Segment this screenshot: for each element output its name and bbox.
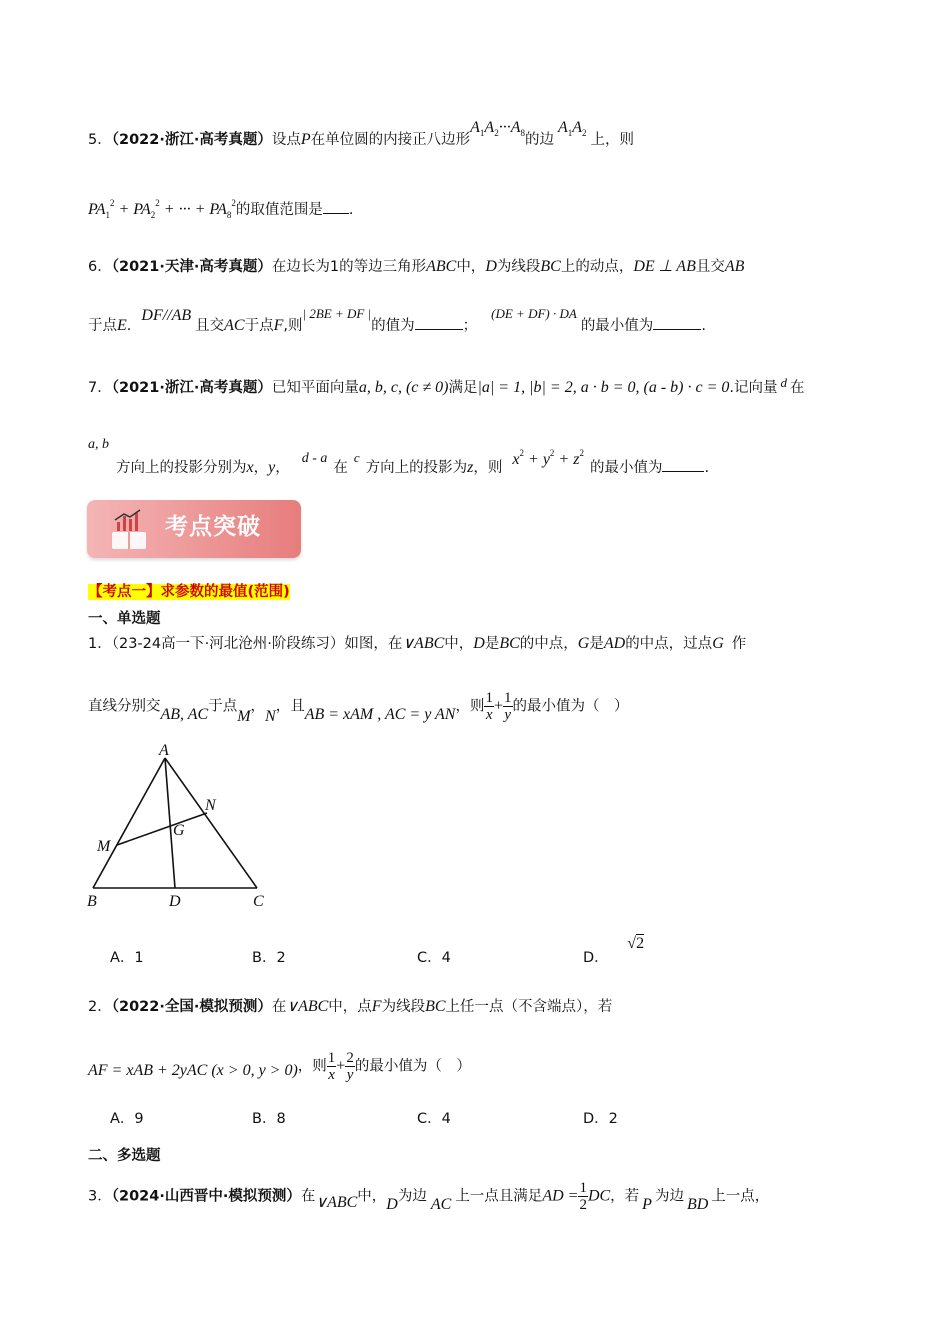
q6-text: ； — [462, 318, 478, 334]
q7-text: 在 — [789, 380, 805, 396]
q6-segment-ab: AB — [724, 258, 745, 275]
q5-text: 上，则 — [590, 132, 635, 148]
label-b: B — [87, 893, 97, 910]
p1-text: 中， — [444, 636, 474, 652]
p1-ad: AD — [603, 635, 626, 652]
q6-text: 的最小值为 — [580, 318, 654, 334]
p1-fraction-2: $\frac{1}{y}$ — [504, 690, 512, 723]
p2-text: 的最小值为（ ） — [354, 1058, 471, 1075]
q5-edge: $A_1A_2$ — [557, 119, 587, 138]
q6-text: 且交 — [195, 318, 225, 334]
q6-text: 在边长为1的等边三角形 — [271, 259, 427, 275]
p3-text: 上一点且满足 — [455, 1188, 543, 1205]
q7-z: z — [467, 459, 474, 476]
p2-f: F — [371, 998, 382, 1015]
banner-title: 考点突破 — [165, 514, 261, 540]
p1-g: G — [712, 635, 724, 652]
q5-number: 5． — [88, 132, 112, 148]
q5-end: . — [348, 202, 354, 218]
p2-triangle: ∨ABC — [286, 998, 329, 1015]
q7-sum-sq: $x^2 + y^2 + z^2$ — [512, 448, 584, 468]
q6-abs-expr: | 2BE + DF | — [302, 306, 372, 321]
p1-text: ， — [250, 698, 266, 715]
p2-line1 — [88, 995, 612, 1016]
q5-text: 的边 — [524, 132, 554, 148]
q6-end: . — [701, 318, 706, 334]
heading-single-choice: 一、单选题 — [88, 611, 161, 627]
q6-perp: DE ⊥ AB — [633, 258, 696, 275]
q6-segment-ac: AC — [224, 317, 245, 334]
p3-text: 在 — [300, 1188, 316, 1205]
p2-number: 2． — [88, 999, 112, 1015]
p3-number: 3． — [88, 1188, 112, 1205]
q6-line1 — [88, 255, 744, 276]
p1-text: ，则 — [455, 698, 485, 715]
p1-plus: + — [493, 697, 503, 715]
q5-text: 的取值范围是 — [235, 202, 323, 218]
book-icon — [109, 508, 149, 552]
q7-d-minus-a: d - a — [301, 451, 328, 466]
p1-line1 — [88, 632, 746, 653]
p3-text: 为边 — [397, 1188, 427, 1205]
p3-line1 — [88, 1180, 769, 1213]
p1-text: 的中点，过点 — [625, 636, 713, 652]
p2-fraction-1: $\frac{1}{x}$ — [327, 1050, 336, 1083]
p1-option-a[interactable]: A．1 — [110, 950, 144, 966]
section1-label: 【考点一】求参数的最值(范围) — [88, 584, 290, 600]
p1-bc: BC — [499, 635, 520, 652]
q5-text: 在单位圆的内接正八边形 — [310, 132, 471, 148]
p1-text: 是 — [484, 636, 500, 652]
p1-d: D — [473, 635, 485, 652]
q7-text: 在 — [333, 460, 348, 476]
q6-text: 中， — [456, 259, 486, 275]
p1-text: 的最小值为（ ） — [512, 698, 629, 715]
p1-number: 1． — [88, 636, 112, 652]
q5-point-p: P — [300, 131, 311, 148]
q6-point-f: F — [273, 317, 284, 334]
q6-blank-2 — [653, 317, 701, 330]
q7-text: 已知平面向量 — [271, 380, 359, 396]
q6-parallel: DF//AB — [141, 307, 192, 324]
p3-text: 中， — [357, 1188, 387, 1205]
q7-text: ，则 — [473, 460, 503, 476]
q6-text: 且交 — [695, 259, 725, 275]
q7-conditions: |a| = 1, |b| = 2, a · b = 0, (a - b) · c = 0 — [477, 379, 730, 396]
q7-y: y — [268, 459, 276, 476]
q7-text: 满足 — [448, 380, 478, 396]
p1-source: （23-24高一下·河北沧州·阶段练习） — [111, 636, 345, 652]
q6-text: 为线段 — [496, 259, 541, 275]
p2-option-d[interactable]: D．2 — [583, 1111, 618, 1127]
p2-text: ，则 — [297, 1058, 327, 1075]
label-m: M — [97, 838, 111, 855]
p1-option-c[interactable]: C．4 — [417, 950, 451, 966]
q7-text: 的最小值为 — [589, 460, 663, 476]
p1-text: ，且 — [275, 698, 305, 715]
q7-text: 方向上的投影为 — [365, 460, 468, 476]
q5-source: （2022·浙江·高考真题） — [111, 132, 272, 148]
q6-point-d: D — [485, 258, 497, 275]
q7-source: （2021·浙江·高考真题） — [111, 380, 272, 396]
p2-option-a[interactable]: A．9 — [110, 1111, 144, 1127]
label-n: N — [205, 797, 216, 814]
p2-text: 中，点 — [328, 999, 372, 1015]
p2-option-c[interactable]: C．4 — [417, 1111, 451, 1127]
p1-fraction-1: $\frac{1}{x}$ — [485, 690, 493, 723]
p1-m: M — [237, 707, 251, 725]
q6-text: 的值为 — [371, 318, 415, 334]
p1-triangle: ∨ABC — [402, 635, 445, 652]
q6-text: 上的动点， — [560, 259, 634, 275]
p3-rhs: DC — [587, 1187, 611, 1205]
section-banner — [87, 500, 301, 558]
p2-text: 为线段 — [381, 999, 426, 1015]
heading-multi-choice: 二、多选题 — [88, 1148, 161, 1164]
q7-vector-d: d — [780, 375, 787, 390]
label-a: A — [159, 742, 169, 759]
sqrt-icon: √2 — [627, 935, 645, 952]
q7-vectors: a, b, c, (c ≠ 0) — [358, 379, 449, 396]
line-mn — [117, 813, 207, 845]
p3-p: P — [642, 1195, 652, 1213]
q6-text: . — [126, 318, 132, 334]
label-c: C — [253, 893, 264, 910]
p1-option-d[interactable] — [583, 935, 645, 967]
p3-text: ，若 — [610, 1188, 640, 1205]
p2-fraction-2: $\frac{2}{y}$ — [346, 1050, 354, 1083]
p3-d: D — [386, 1195, 398, 1213]
q6-text: ,则 — [283, 318, 303, 334]
q5-expression: $PA_1^2 + PA_2^2$ + ··· + $PA_8^2$ — [88, 198, 236, 220]
q5-answer-blank — [323, 201, 349, 214]
q7-blank — [662, 459, 704, 472]
p1-ab-ac: AB, AC — [160, 705, 209, 723]
p1-n: N — [265, 707, 276, 725]
p2-option-b[interactable]: B．8 — [252, 1111, 286, 1127]
label-g: G — [173, 822, 185, 839]
q5-line1 — [88, 119, 635, 150]
p3-lhs: AD = — [542, 1187, 579, 1205]
q7-text: ， — [253, 460, 269, 476]
q5-line2 — [88, 198, 353, 220]
p3-source: （2024·山西晋中·模拟预测） — [111, 1188, 301, 1205]
p3-text: 上一点， — [711, 1188, 770, 1205]
p2-text: 上任一点（不含端点），若 — [445, 999, 613, 1015]
q6-point-e: E — [117, 317, 127, 334]
q7-vector-c: c — [353, 450, 360, 465]
q7-line3 — [88, 448, 710, 477]
q6-triangle: ABC — [426, 258, 457, 275]
p3-triangle: ∨ABC — [315, 1193, 358, 1211]
q7-line1 — [88, 376, 804, 397]
q6-segment-bc: BC — [540, 258, 561, 275]
p1-text: 如图，在 — [344, 636, 403, 652]
p1-option-d-label: D． — [583, 950, 609, 966]
p3-text: 为边 — [654, 1188, 684, 1205]
p3-bd: BD — [686, 1195, 709, 1213]
p1-option-b[interactable]: B．2 — [252, 950, 286, 966]
label-d: D — [169, 893, 181, 910]
p2-equation: AF = xAB + 2yAC (x > 0, y > 0) — [88, 1061, 298, 1079]
q6-text: 于点 — [88, 318, 117, 334]
q7-x: x — [246, 459, 254, 476]
triangle-figure — [85, 738, 285, 913]
q6-dot-expr: (DE + DF) · DA — [491, 306, 577, 321]
p1-g: G — [577, 635, 590, 652]
p2-line2 — [88, 1050, 471, 1083]
q5-text: 设点 — [271, 132, 301, 148]
q6-number: 6． — [88, 259, 112, 275]
p2-source: （2022·全国·模拟预测） — [111, 999, 272, 1015]
p3-fraction: $\frac{1}{2}$ — [579, 1180, 587, 1213]
p1-text: 的中点， — [519, 636, 578, 652]
edge-ab — [93, 758, 165, 888]
q5-polygon: $A_1A_2\cdot\cdot\cdot A_8$ — [470, 119, 525, 138]
q7-end: . — [704, 460, 710, 476]
q6-blank-1 — [415, 317, 463, 330]
q6-text: 于点 — [244, 318, 274, 334]
q6-line2 — [88, 306, 706, 335]
p1-text: 于点 — [208, 698, 238, 715]
p2-text: 在 — [271, 999, 287, 1015]
p1-text: 直线分别交 — [88, 698, 161, 715]
q7-ab: a, b — [88, 437, 109, 452]
q7-number: 7． — [88, 380, 112, 396]
q7-text: .记向量 — [729, 380, 778, 396]
p1-relation: AB = xAM , AC = y AN — [304, 705, 456, 723]
p3-ac: AC — [430, 1195, 452, 1213]
p1-text: 作 — [731, 636, 747, 652]
p1-line2 — [88, 690, 629, 723]
q7-text: ， — [275, 460, 290, 476]
q7-text: 方向上的投影分别为 — [116, 460, 247, 476]
section1-row — [88, 580, 290, 601]
q6-source: （2021·天津·高考真题） — [111, 259, 272, 275]
p1-text: 是 — [589, 636, 604, 652]
p2-bc: BC — [425, 998, 446, 1015]
p2-plus: + — [336, 1057, 346, 1075]
